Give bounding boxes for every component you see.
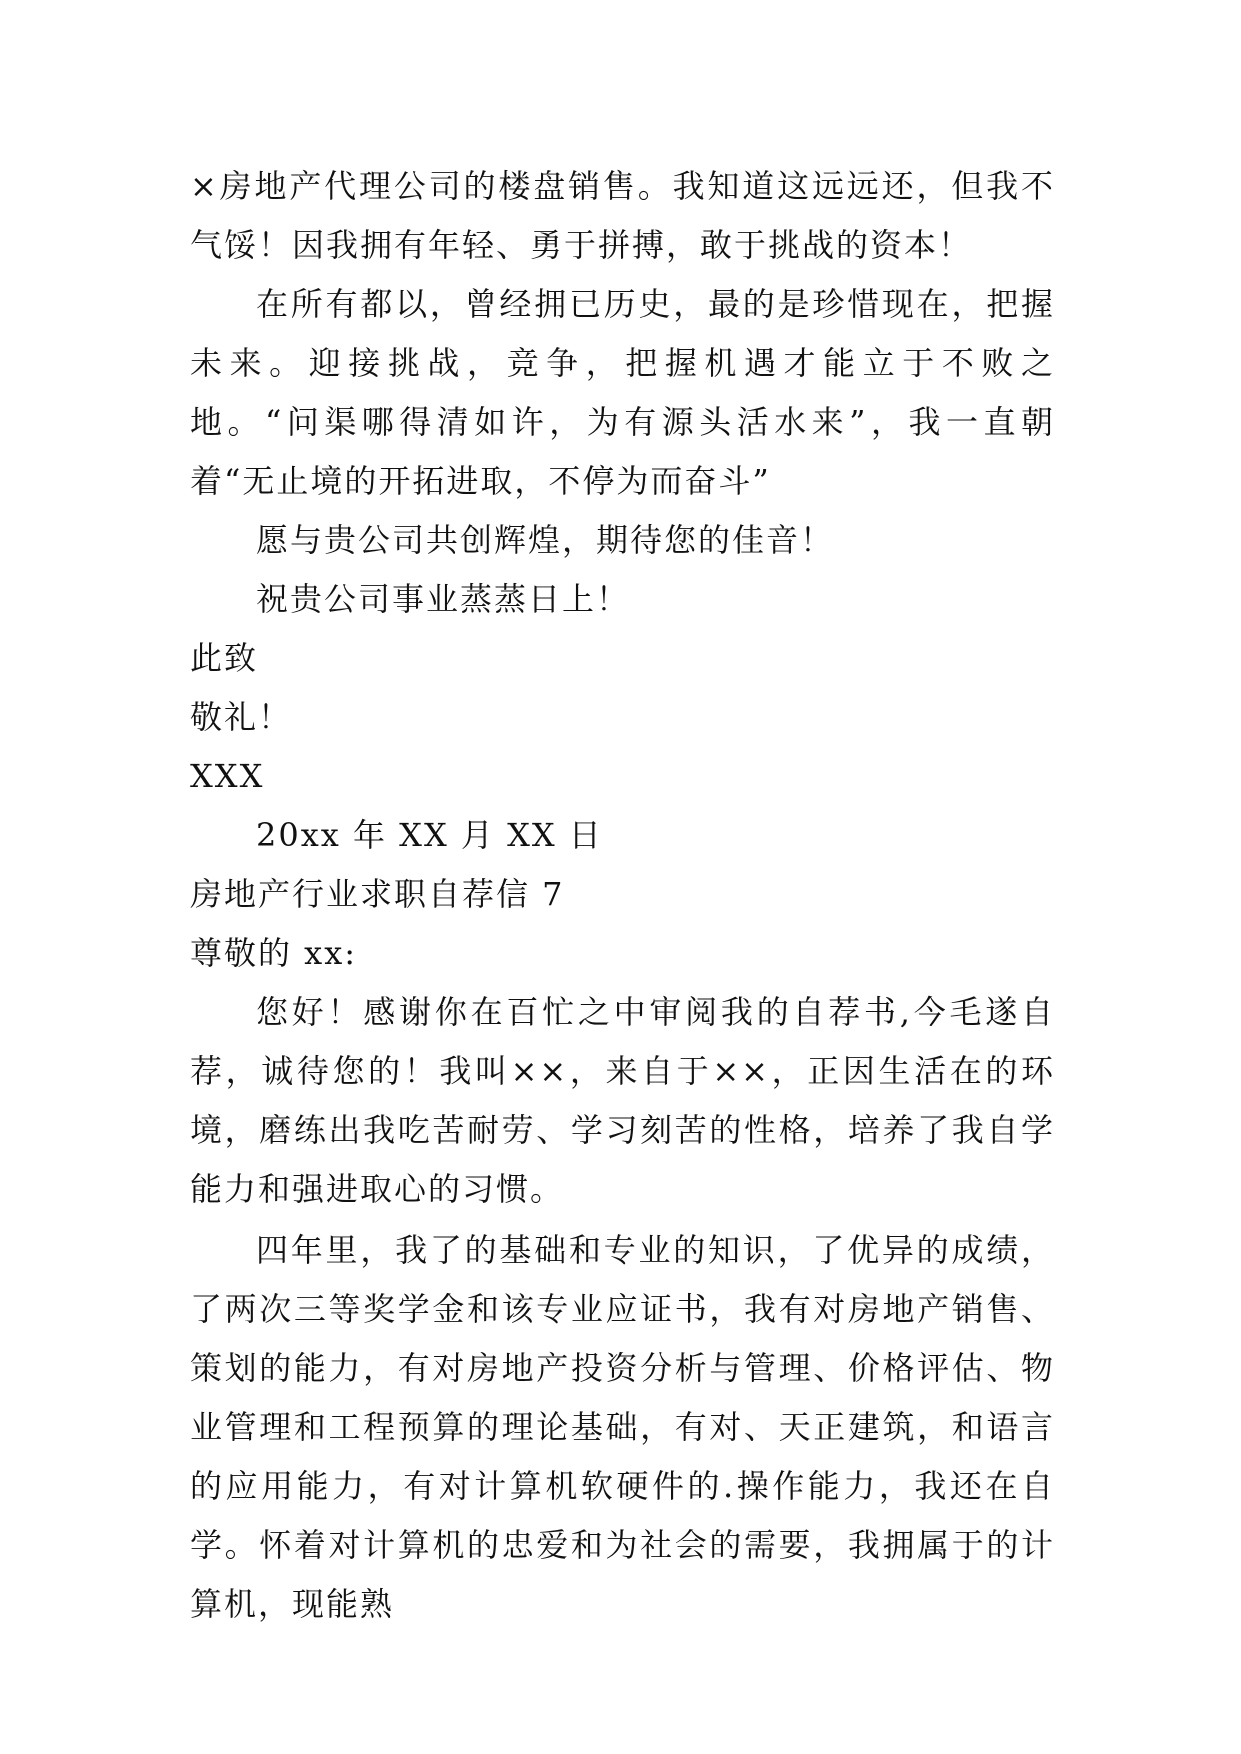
letter-greeting: 尊敬的 xx: [190,934,358,972]
paragraph-sales-continuation: ×房地产代理公司的楼盘销售。我知道这远远还，但我不气馁！因我拥有年轻、勇于拼搏，敢于挑战的资本！ [190,167,1055,264]
signature-date: 20xx 年 XX 月 XX 日 [256,816,603,854]
closing-regards: 敬礼！ [190,698,293,736]
closing-salutation: 此致 [190,639,259,677]
document-body [190,157,1055,1634]
paragraph-challenge: 在所有都以，曾经拥已历史，最的是珍惜现在，把握未来。迎接挑战，竞争，把握机遇才能立于不败之地。“问渠哪得清如许，为有源头活水来”，我一直朝着“无止境的开拓进取，不停为而奋斗” [190,285,1055,500]
paragraph-wish: 愿与贵公司共创辉煌，期待您的佳音！ [256,521,835,559]
paragraph-blessing: 祝贵公司事业蒸蒸日上！ [256,580,631,618]
signature-name: XXX [190,757,265,795]
section-title: 房地产行业求职自荐信 7 [190,875,565,913]
paragraph-introduction: 您好！感谢你在百忙之中审阅我的自荐书,今毛遂自荐，诚待您的！我叫××，来自于××，正因生活在的环境，磨练出我吃苦耐劳、学习刻苦的性格，培养了我自学能力和强进取心的习惯。 [190,993,1055,1208]
paragraph-education: 四年里，我了的基础和专业的知识，了优异的成绩，了两次三等奖学金和该专业应证书，我有对房地产销售、策划的能力，有对房地产投资分析与管理、价格评估、物业管理和工程预算的理论基础，有对、天正建筑，和语言的应用能力，有对计算机软硬件的.操作能力，我还在自学。怀着对计算机的忠爱和为社会的需要，我拥属于的计算机，现能熟 [190,1231,1055,1623]
